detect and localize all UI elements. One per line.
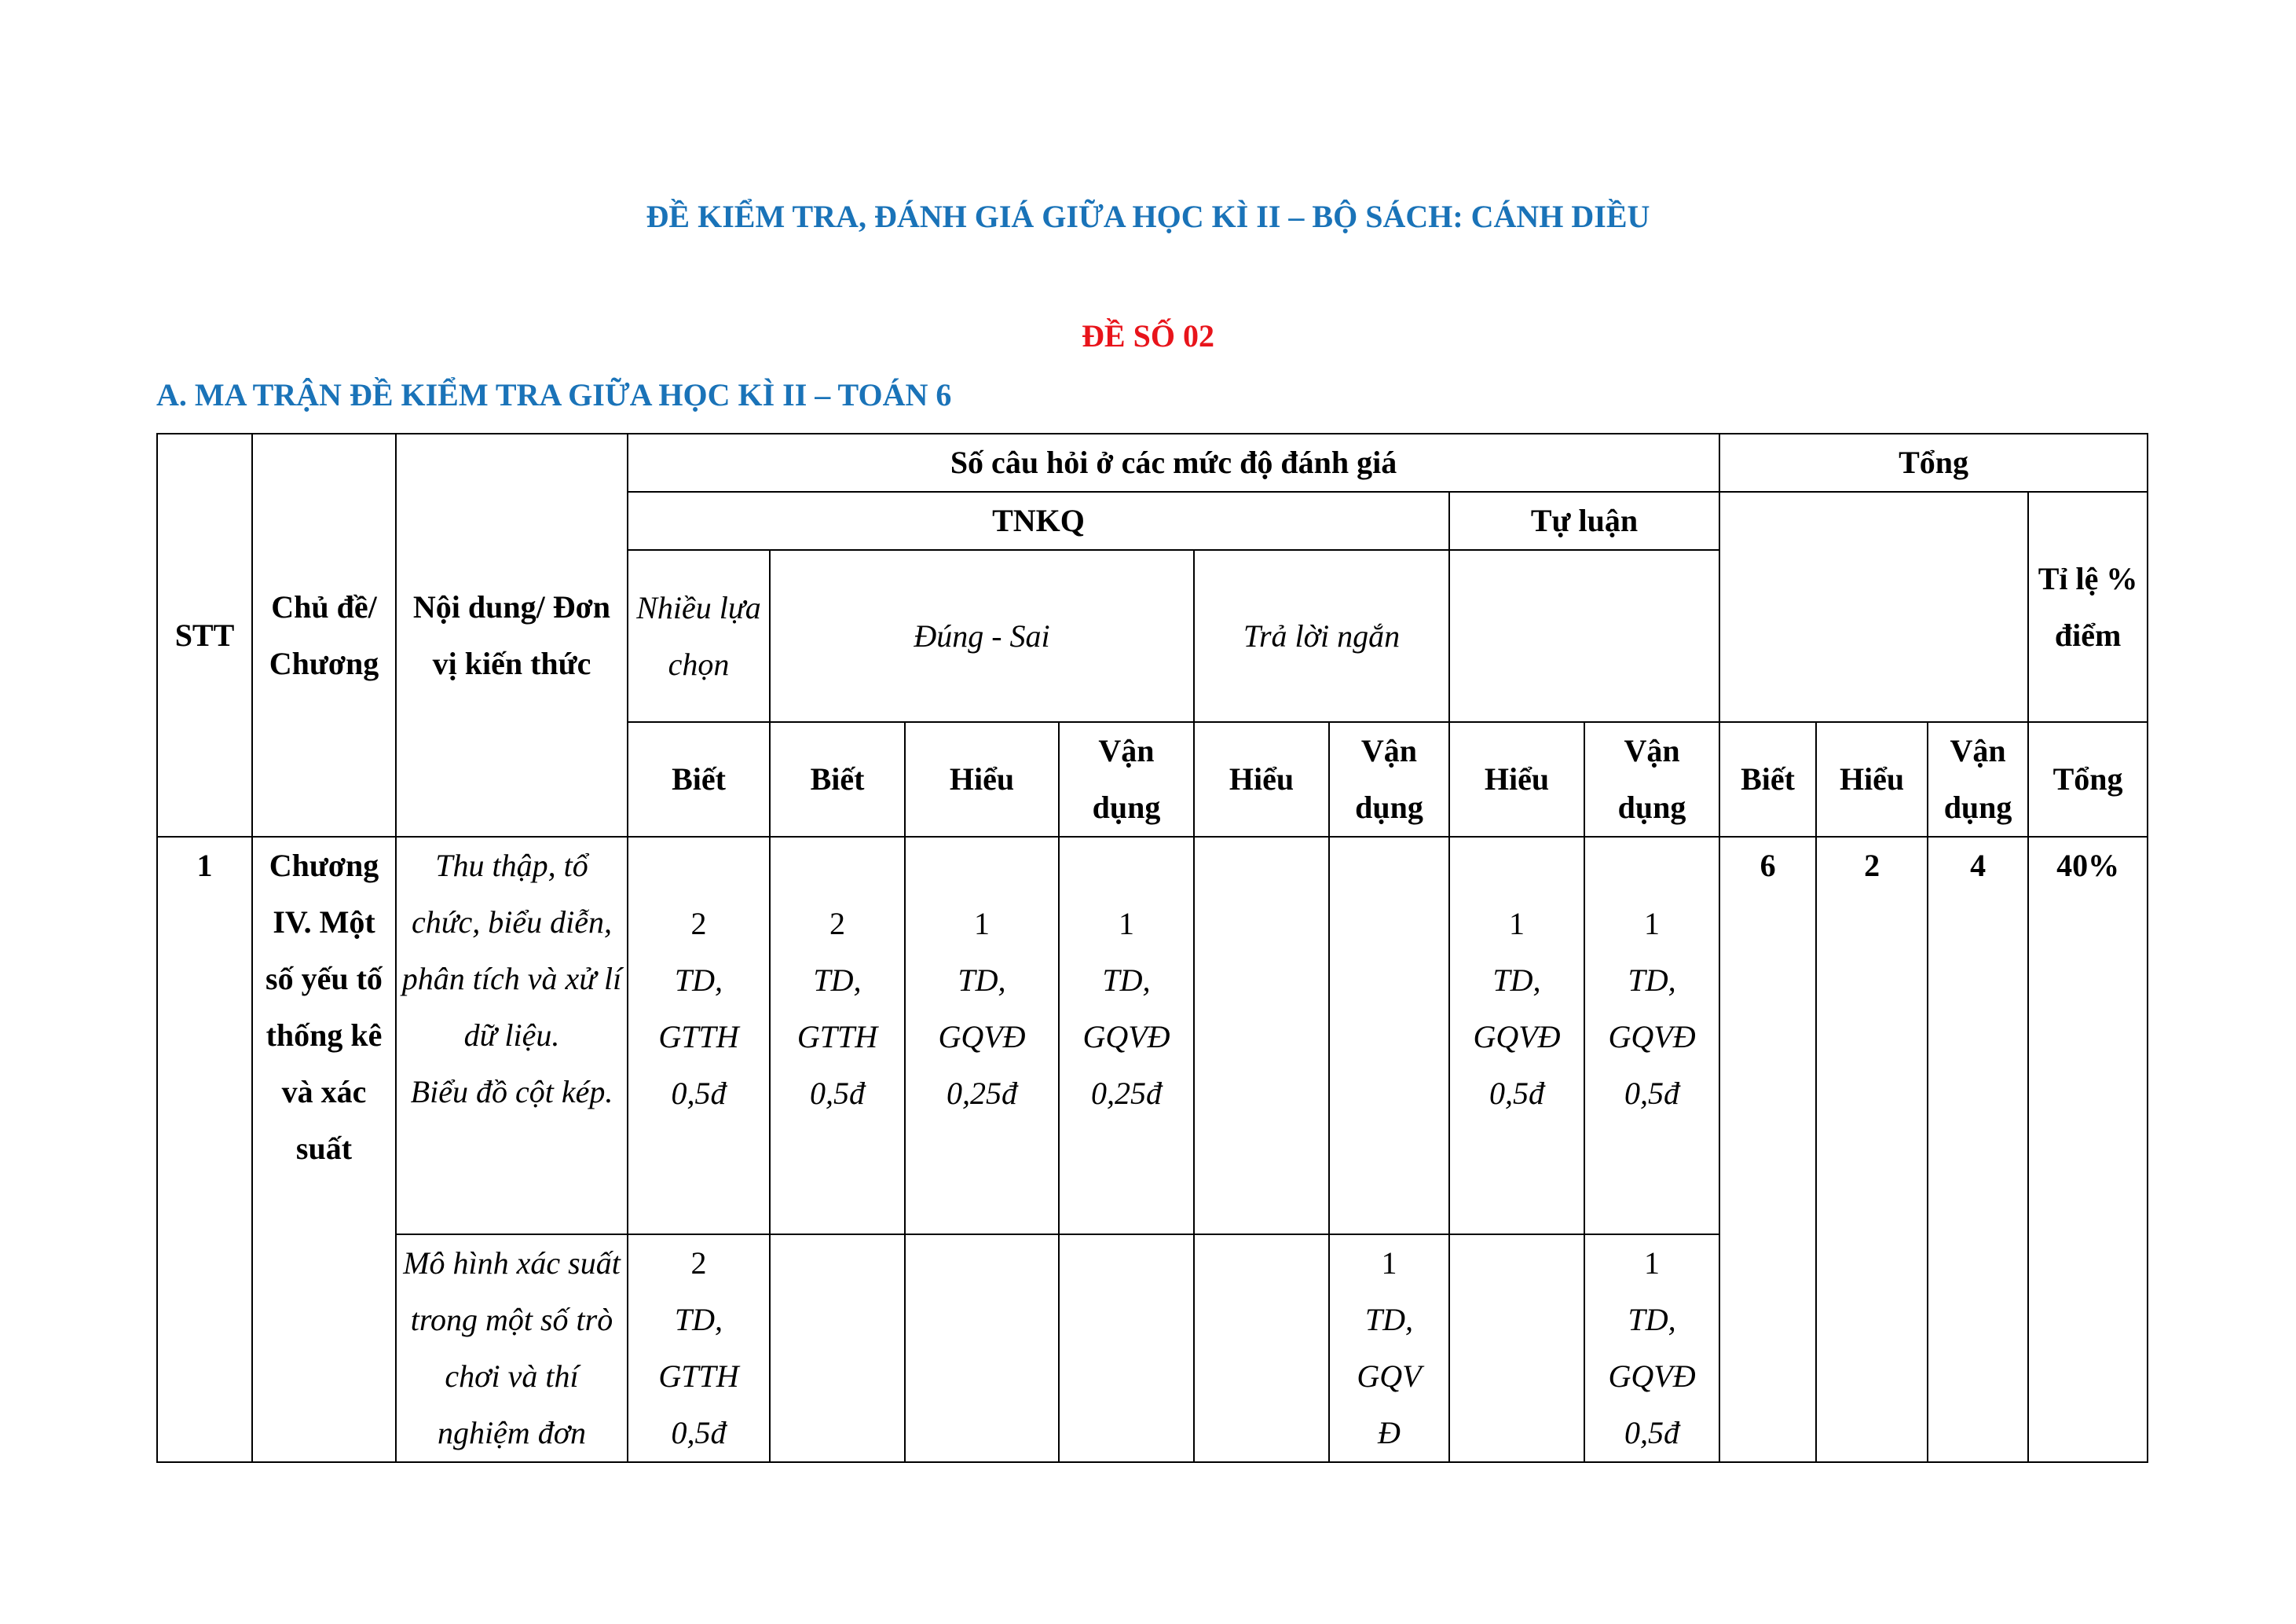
- header-true-false: Đúng - Sai: [770, 550, 1194, 722]
- header-multiple-choice: Nhiều lựa chọn: [628, 550, 770, 722]
- cell-value: 2 TD, GTTH 0,5đ: [658, 906, 739, 1111]
- cell-tf-know: [770, 837, 905, 1234]
- row-content: Thu thập, tổ chức, biểu diễn, phân tích và xử lí dữ liệu. Biểu đồ cột kép.: [396, 837, 628, 1234]
- header-row-1: [157, 434, 2148, 492]
- header-chapter: Chủ đề/ Chương: [252, 434, 396, 837]
- header-total-blank: [1719, 492, 2028, 722]
- total-understand: 2: [1816, 837, 1928, 1462]
- row-chapter: Chương IV. Một số yếu tố thống kê và xác suất: [252, 837, 396, 1462]
- level-total-know: Biết: [1719, 722, 1816, 837]
- cell-tf-apply: [1059, 837, 1194, 1234]
- level-tf-know: Biết: [770, 722, 905, 837]
- cell-value: 1 TD, GQVĐ 0,5đ: [1473, 906, 1561, 1111]
- cell-tf-understand: [905, 1234, 1059, 1462]
- document-title: ĐỀ KIỂM TRA, ĐÁNH GIÁ GIỮA HỌC KÌ II – BỘ SÁCH: CÁNH DIỀU: [646, 199, 1650, 234]
- cell-essay-understand: [1449, 1234, 1584, 1462]
- cell-value: 1 TD, GQVĐ 0,5đ: [1608, 906, 1696, 1111]
- cell-value: 1 TD, GQVĐ 0,5đ: [1608, 1245, 1696, 1450]
- header-essay: Tự luận: [1449, 492, 1719, 550]
- total-know: 6: [1719, 837, 1816, 1462]
- section-heading: A. MA TRẬN ĐỀ KIỂM TRA GIỮA HỌC KÌ II – TOÁN 6: [156, 377, 952, 412]
- cell-value: 1 TD, GQV Đ: [1357, 1245, 1422, 1450]
- header-question-levels: Số câu hỏi ở các mức độ đánh giá: [628, 434, 1719, 492]
- cell-mc-know: [628, 837, 770, 1234]
- header-total: Tổng: [1719, 434, 2148, 492]
- total-ratio: 40%: [2028, 837, 2148, 1462]
- cell-value: 1 TD, GQVĐ 0,25đ: [938, 906, 1026, 1111]
- level-total-apply: Vận dụng: [1928, 722, 2028, 837]
- cell-value: 2 TD, GTTH 0,5đ: [658, 1245, 739, 1450]
- header-essay-blank: [1449, 550, 1719, 722]
- cell-short-apply: [1329, 837, 1449, 1234]
- row-content: Mô hình xác suất trong một số trò chơi và thí nghiệm đơn: [396, 1234, 628, 1462]
- level-total-understand: Hiểu: [1816, 722, 1928, 837]
- level-short-apply: Vận dụng: [1329, 722, 1449, 837]
- total-apply: 4: [1928, 837, 2028, 1462]
- level-total-sum: Tổng: [2028, 722, 2148, 837]
- table-row: [157, 837, 2148, 1234]
- level-tnkq-mc-know: Biết: [628, 722, 770, 837]
- assessment-matrix-table: [156, 433, 2148, 1463]
- row-stt: 1: [157, 837, 252, 1462]
- level-short-understand: Hiểu: [1194, 722, 1329, 837]
- cell-essay-apply: [1584, 837, 1719, 1234]
- cell-tf-apply: [1059, 1234, 1194, 1462]
- level-essay-apply: Vận dụng: [1584, 722, 1719, 837]
- header-content: Nội dung/ Đơn vị kiến thức: [396, 434, 628, 837]
- cell-essay-understand: [1449, 837, 1584, 1234]
- cell-short-understand: [1194, 1234, 1329, 1462]
- cell-value: 2 TD, GTTH 0,5đ: [796, 906, 878, 1111]
- header-short-answer: Trả lời ngắn: [1194, 550, 1449, 722]
- cell-short-apply: [1329, 1234, 1449, 1462]
- header-tnkq: TNKQ: [628, 492, 1449, 550]
- level-essay-understand: Hiểu: [1449, 722, 1584, 837]
- exam-number: ĐỀ SỐ 02: [1082, 318, 1214, 354]
- level-tf-understand: Hiểu: [905, 722, 1059, 837]
- cell-mc-know: [628, 1234, 770, 1462]
- header-ratio: Tỉ lệ % điểm: [2028, 492, 2148, 722]
- cell-tf-understand: [905, 837, 1059, 1234]
- cell-essay-apply: [1584, 1234, 1719, 1462]
- cell-short-understand: [1194, 837, 1329, 1234]
- header-stt: STT: [157, 434, 252, 837]
- cell-value: 1 TD, GQVĐ 0,25đ: [1082, 906, 1170, 1111]
- level-tf-apply: Vận dụng: [1059, 722, 1194, 837]
- cell-tf-know: [770, 1234, 905, 1462]
